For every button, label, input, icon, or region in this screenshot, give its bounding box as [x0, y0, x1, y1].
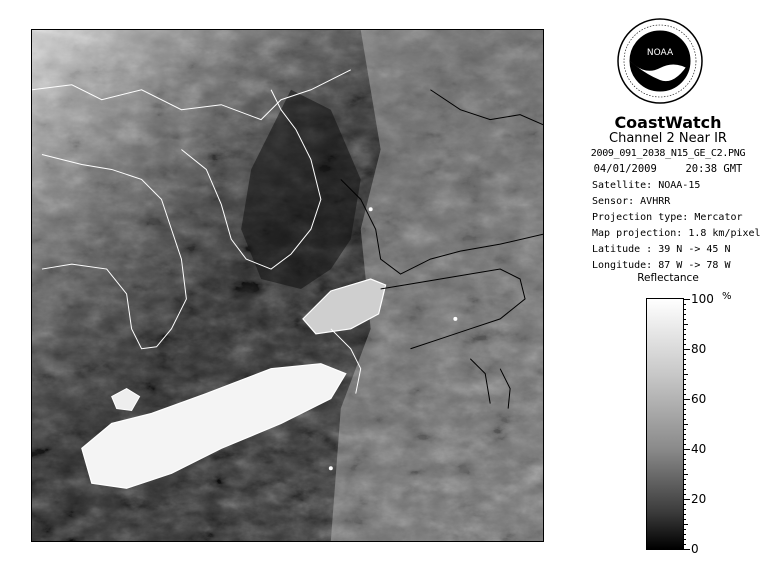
colorbar-tick	[684, 324, 688, 325]
colorbar-tick	[684, 424, 688, 425]
reflectance-colorbar	[646, 298, 684, 550]
colorbar-tick	[684, 444, 686, 445]
colorbar-tick	[684, 419, 686, 420]
colorbar-tick-label: 100	[691, 292, 714, 306]
colorbar-tick	[684, 309, 686, 310]
colorbar-tick	[684, 504, 686, 505]
colorbar-tick	[684, 519, 686, 520]
colorbar-tick	[684, 479, 686, 480]
colorbar-tick	[684, 379, 686, 380]
colorbar-tick	[684, 389, 686, 390]
colorbar-tick	[684, 344, 686, 345]
noaa-seal-icon	[617, 18, 703, 104]
time-value: 20:38 GMT	[685, 163, 743, 175]
colorbar-tick	[684, 354, 686, 355]
colorbar-tick	[684, 434, 686, 435]
colorbar-title: Reflectance	[637, 272, 699, 284]
colorbar-tick	[684, 484, 686, 485]
colorbar-tick	[684, 514, 686, 515]
colorbar-tick	[684, 299, 690, 300]
colorbar-tick	[684, 364, 686, 365]
filename-label: 2009_091_2038_N15_GE_C2.PNG	[590, 148, 746, 159]
colorbar-tick	[684, 439, 686, 440]
colorbar-tick	[684, 539, 686, 540]
datetime-label	[563, 163, 773, 175]
colorbar-tick-label: 20	[691, 492, 707, 506]
colorbar-tick	[684, 304, 686, 305]
colorbar-tick	[684, 359, 686, 360]
colorbar-tick	[684, 524, 688, 525]
colorbar-tick	[684, 459, 686, 460]
colorbar-tick	[684, 454, 686, 455]
colorbar-tick	[684, 474, 688, 475]
product-title: CoastWatch	[614, 113, 722, 132]
colorbar-tick	[684, 319, 686, 320]
colorbar-tick	[684, 409, 686, 410]
sensor-label: Sensor: AVHRR	[592, 196, 671, 207]
noaa-logo-text: NOAA	[646, 48, 674, 58]
colorbar-tick-label: 0	[691, 542, 699, 556]
projection-type-label: Projection type: Mercator	[592, 212, 743, 223]
colorbar-tick	[684, 534, 686, 535]
colorbar-tick	[684, 464, 686, 465]
colorbar-tick	[684, 429, 686, 430]
satellite-label: Satellite: NOAA-15	[592, 180, 701, 191]
colorbar-ticks	[684, 292, 744, 556]
satellite-image	[31, 29, 544, 542]
colorbar-tick	[684, 339, 686, 340]
colorbar-tick	[684, 334, 686, 335]
colorbar-tick	[684, 414, 686, 415]
colorbar-tick	[684, 469, 686, 470]
colorbar-tick	[684, 509, 686, 510]
colorbar-tick-label: 80	[691, 342, 707, 356]
colorbar-tick	[684, 384, 686, 385]
longitude-label: Longitude: 87 W -> 78 W	[592, 260, 731, 271]
colorbar-tick	[684, 404, 686, 405]
colorbar-tick	[684, 529, 686, 530]
colorbar-tick	[684, 329, 686, 330]
map-projection-label: Map projection: 1.8 km/pixel	[592, 228, 761, 239]
colorbar-tick	[684, 499, 690, 500]
colorbar-tick	[684, 399, 690, 400]
colorbar-tick	[684, 494, 686, 495]
colorbar-tick	[684, 449, 690, 450]
latitude-label: Latitude : 39 N -> 45 N	[592, 244, 731, 255]
colorbar-tick	[684, 369, 686, 370]
colorbar-unit: %	[722, 291, 732, 302]
colorbar-tick	[684, 544, 686, 545]
date-value: 04/01/2009	[593, 163, 657, 175]
colorbar-tick	[684, 374, 688, 375]
colorbar-tick	[684, 549, 690, 550]
colorbar-tick-label: 40	[691, 442, 707, 456]
colorbar-tick	[684, 394, 686, 395]
colorbar-tick-label: 60	[691, 392, 707, 406]
colorbar-tick	[684, 314, 686, 315]
colorbar-tick	[684, 349, 690, 350]
colorbar-tick	[684, 489, 686, 490]
channel-label: Channel 2 Near IR	[609, 131, 727, 146]
